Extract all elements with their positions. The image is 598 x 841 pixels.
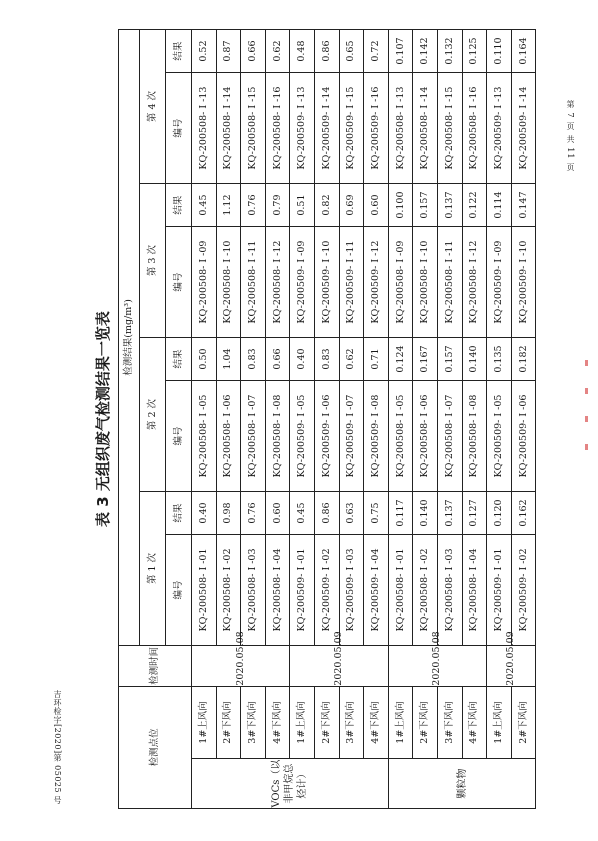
result-value-cell: 0.82 <box>314 184 339 227</box>
header-code: 编号 <box>166 535 192 646</box>
result-value-cell: 0.62 <box>265 30 290 73</box>
point-cell: 4#下风向 <box>364 686 389 758</box>
sample-code-cell: KQ-200508- I -03 <box>241 535 266 646</box>
point-cell: 1#上风向 <box>487 686 512 758</box>
sample-code-cell: KQ-200509- I -06 <box>511 381 536 492</box>
result-value-cell: 0.69 <box>339 184 364 227</box>
sample-code-cell: KQ-200508- I -08 <box>462 381 487 492</box>
point-cell: 1#上风向 <box>290 686 315 758</box>
header-round-3: 第 3 次 <box>140 184 166 338</box>
header-point: 检测点位 <box>119 686 192 808</box>
sample-code-cell: KQ-200508- I -08 <box>265 381 290 492</box>
result-value-cell: 0.98 <box>216 492 241 535</box>
result-value-cell: 0.117 <box>388 492 413 535</box>
sample-code-cell: KQ-200508- I -16 <box>265 73 290 184</box>
result-value-cell: 0.100 <box>388 184 413 227</box>
sample-code-cell: KQ-200508- I -10 <box>216 227 241 338</box>
result-value-cell: 0.107 <box>388 30 413 73</box>
sample-code-cell: KQ-200509- I -07 <box>339 381 364 492</box>
point-cell: 1#上风向 <box>192 686 217 758</box>
result-value-cell: 0.120 <box>487 492 512 535</box>
sample-code-cell: KQ-200508- I -15 <box>241 73 266 184</box>
rotated-table-area <box>88 20 560 818</box>
sample-code-cell: KQ-200508- I -14 <box>216 73 241 184</box>
result-value-cell: 0.137 <box>437 492 462 535</box>
header-round-2: 第 2 次 <box>140 338 166 492</box>
point-cell: 3#下风向 <box>339 686 364 758</box>
result-value-cell: 0.63 <box>339 492 364 535</box>
sample-code-cell: KQ-200509- I -01 <box>487 535 512 646</box>
result-value-cell: 0.66 <box>265 338 290 381</box>
sample-code-cell: KQ-200509- I -03 <box>339 535 364 646</box>
result-value-cell: 0.83 <box>241 338 266 381</box>
table-row <box>216 30 241 809</box>
result-value-cell: 1.04 <box>216 338 241 381</box>
result-value-cell: 0.40 <box>192 492 217 535</box>
result-value-cell: 0.124 <box>388 338 413 381</box>
header-result: 结果 <box>166 492 192 535</box>
sample-code-cell: KQ-200509- I -02 <box>314 535 339 646</box>
result-value-cell: 0.114 <box>487 184 512 227</box>
table-row <box>290 30 315 809</box>
result-value-cell: 0.122 <box>462 184 487 227</box>
sample-code-cell: KQ-200509- I -05 <box>290 381 315 492</box>
sample-code-cell: KQ-200508- I -03 <box>437 535 462 646</box>
result-value-cell: 0.76 <box>241 184 266 227</box>
table-row <box>314 30 339 809</box>
table-row <box>265 30 290 809</box>
result-value-cell: 0.76 <box>241 492 266 535</box>
result-value-cell: 0.137 <box>437 184 462 227</box>
header-result: 结果 <box>166 30 192 73</box>
point-cell: 2#下风向 <box>511 686 536 758</box>
result-value-cell: 0.51 <box>290 184 315 227</box>
sample-code-cell: KQ-200509- I -09 <box>487 227 512 338</box>
header-round-4: 第 4 次 <box>140 30 166 184</box>
table-body <box>192 30 536 809</box>
table-row <box>192 30 217 809</box>
sample-code-cell: KQ-200508- I -09 <box>192 227 217 338</box>
table-row <box>339 30 364 809</box>
sample-code-cell: KQ-200508- I -04 <box>462 535 487 646</box>
header-results: 检测结果(mg/m³) <box>119 30 140 646</box>
header-result: 结果 <box>166 184 192 227</box>
result-value-cell: 0.182 <box>511 338 536 381</box>
pollutant-cell: VOCs（以非甲烷总烃计） <box>192 759 389 809</box>
sample-code-cell: KQ-200509- I -16 <box>364 73 389 184</box>
point-cell: 1#上风向 <box>388 686 413 758</box>
sample-code-cell: KQ-200509- I -10 <box>314 227 339 338</box>
result-value-cell: 0.60 <box>265 492 290 535</box>
result-value-cell: 0.127 <box>462 492 487 535</box>
sample-code-cell: KQ-200508- I -16 <box>462 73 487 184</box>
table-row <box>413 30 438 809</box>
sample-code-cell: KQ-200509- I -09 <box>290 227 315 338</box>
results-table <box>118 29 536 809</box>
sample-code-cell: KQ-200509- I -05 <box>487 381 512 492</box>
sample-code-cell: KQ-200509- I -08 <box>364 381 389 492</box>
header-code: 编号 <box>166 73 192 184</box>
sample-code-cell: KQ-200508- I -12 <box>462 227 487 338</box>
table-row <box>388 30 413 809</box>
sample-code-cell: KQ-200509- I -04 <box>364 535 389 646</box>
result-value-cell: 0.65 <box>339 30 364 73</box>
result-value-cell: 0.48 <box>290 30 315 73</box>
result-value-cell: 0.147 <box>511 184 536 227</box>
point-cell: 4#下风向 <box>265 686 290 758</box>
result-value-cell: 0.40 <box>290 338 315 381</box>
table-title: 表 3 无组织废气检测结果一览表 <box>94 311 112 527</box>
point-cell: 3#下风向 <box>241 686 266 758</box>
rotated-content <box>88 20 560 818</box>
table-row <box>511 30 536 809</box>
document-reference: 吉环检字[2020]第 05025 号 <box>53 690 62 805</box>
result-value-cell: 0.164 <box>511 30 536 73</box>
sample-code-cell: KQ-200509- I -01 <box>290 535 315 646</box>
result-value-cell: 0.72 <box>364 30 389 73</box>
result-value-cell: 0.110 <box>487 30 512 73</box>
sample-code-cell: KQ-200509- I -15 <box>339 73 364 184</box>
sample-code-cell: KQ-200508- I -11 <box>241 227 266 338</box>
result-value-cell: 0.132 <box>437 30 462 73</box>
result-value-cell: 0.45 <box>290 492 315 535</box>
sample-code-cell: KQ-200508- I -05 <box>192 381 217 492</box>
date-cell: 2020.05.08 <box>388 645 486 686</box>
result-value-cell: 0.142 <box>413 30 438 73</box>
sample-code-cell: KQ-200508- I -12 <box>265 227 290 338</box>
result-value-cell: 0.50 <box>192 338 217 381</box>
result-value-cell: 0.75 <box>364 492 389 535</box>
result-value-cell: 0.52 <box>192 30 217 73</box>
seal-stamp-fragment <box>585 360 589 490</box>
pollutant-cell: 颗粒物 <box>388 759 536 809</box>
sample-code-cell: KQ-200508- I -07 <box>241 381 266 492</box>
table-row <box>437 30 462 809</box>
result-value-cell: 0.86 <box>314 30 339 73</box>
result-value-cell: 0.83 <box>314 338 339 381</box>
result-value-cell: 0.71 <box>364 338 389 381</box>
sample-code-cell: KQ-200509- I -13 <box>487 73 512 184</box>
header-result: 结果 <box>166 338 192 381</box>
result-value-cell: 1.12 <box>216 184 241 227</box>
header-code: 编号 <box>166 227 192 338</box>
result-value-cell: 0.87 <box>216 30 241 73</box>
sample-code-cell: KQ-200508- I -02 <box>413 535 438 646</box>
sample-code-cell: KQ-200508- I -06 <box>216 381 241 492</box>
sample-code-cell: KQ-200508- I -11 <box>437 227 462 338</box>
result-value-cell: 0.157 <box>413 184 438 227</box>
sample-code-cell: KQ-200509- I -14 <box>314 73 339 184</box>
result-value-cell: 0.135 <box>487 338 512 381</box>
sample-code-cell: KQ-200508- I -09 <box>388 227 413 338</box>
sample-code-cell: KQ-200508- I -15 <box>437 73 462 184</box>
result-value-cell: 0.45 <box>192 184 217 227</box>
table-row <box>462 30 487 809</box>
result-value-cell: 0.86 <box>314 492 339 535</box>
sample-code-cell: KQ-200508- I -01 <box>388 535 413 646</box>
point-cell: 2#下风向 <box>216 686 241 758</box>
sample-code-cell: KQ-200509- I -13 <box>290 73 315 184</box>
header-time: 检测时间 <box>119 645 192 686</box>
sample-code-cell: KQ-200508- I -13 <box>192 73 217 184</box>
result-value-cell: 0.62 <box>339 338 364 381</box>
table-row <box>241 30 266 809</box>
header-round-1: 第 1 次 <box>140 492 166 646</box>
result-value-cell: 0.162 <box>511 492 536 535</box>
sample-code-cell: KQ-200509- I -14 <box>511 73 536 184</box>
sample-code-cell: KQ-200508- I -07 <box>437 381 462 492</box>
result-value-cell: 0.66 <box>241 30 266 73</box>
sample-code-cell: KQ-200509- I -11 <box>339 227 364 338</box>
sample-code-cell: KQ-200508- I -13 <box>388 73 413 184</box>
date-cell: 2020.05.09 <box>290 645 388 686</box>
sample-code-cell: KQ-200508- I -01 <box>192 535 217 646</box>
date-cell: 2020.05.09 <box>487 645 536 686</box>
sample-code-cell: KQ-200509- I -02 <box>511 535 536 646</box>
point-cell: 4#下风向 <box>462 686 487 758</box>
point-cell: 2#下风向 <box>314 686 339 758</box>
sample-code-cell: KQ-200509- I -10 <box>511 227 536 338</box>
header-code: 编号 <box>166 381 192 492</box>
sample-code-cell: KQ-200508- I -06 <box>413 381 438 492</box>
result-value-cell: 0.125 <box>462 30 487 73</box>
result-value-cell: 0.60 <box>364 184 389 227</box>
sample-code-cell: KQ-200508- I -05 <box>388 381 413 492</box>
page-number: 第 7 页 共 11 页 <box>566 100 575 172</box>
result-value-cell: 0.140 <box>413 492 438 535</box>
result-value-cell: 0.157 <box>437 338 462 381</box>
sample-code-cell: KQ-200509- I -06 <box>314 381 339 492</box>
date-cell: 2020.05.08 <box>192 645 290 686</box>
sample-code-cell: KQ-200508- I -02 <box>216 535 241 646</box>
table-row <box>487 30 512 809</box>
point-cell: 3#下风向 <box>437 686 462 758</box>
result-value-cell: 0.167 <box>413 338 438 381</box>
point-cell: 2#下风向 <box>413 686 438 758</box>
sample-code-cell: KQ-200508- I -04 <box>265 535 290 646</box>
table-row <box>364 30 389 809</box>
result-value-cell: 0.79 <box>265 184 290 227</box>
sample-code-cell: KQ-200508- I -14 <box>413 73 438 184</box>
sample-code-cell: KQ-200509- I -12 <box>364 227 389 338</box>
result-value-cell: 0.140 <box>462 338 487 381</box>
sample-code-cell: KQ-200508- I -10 <box>413 227 438 338</box>
